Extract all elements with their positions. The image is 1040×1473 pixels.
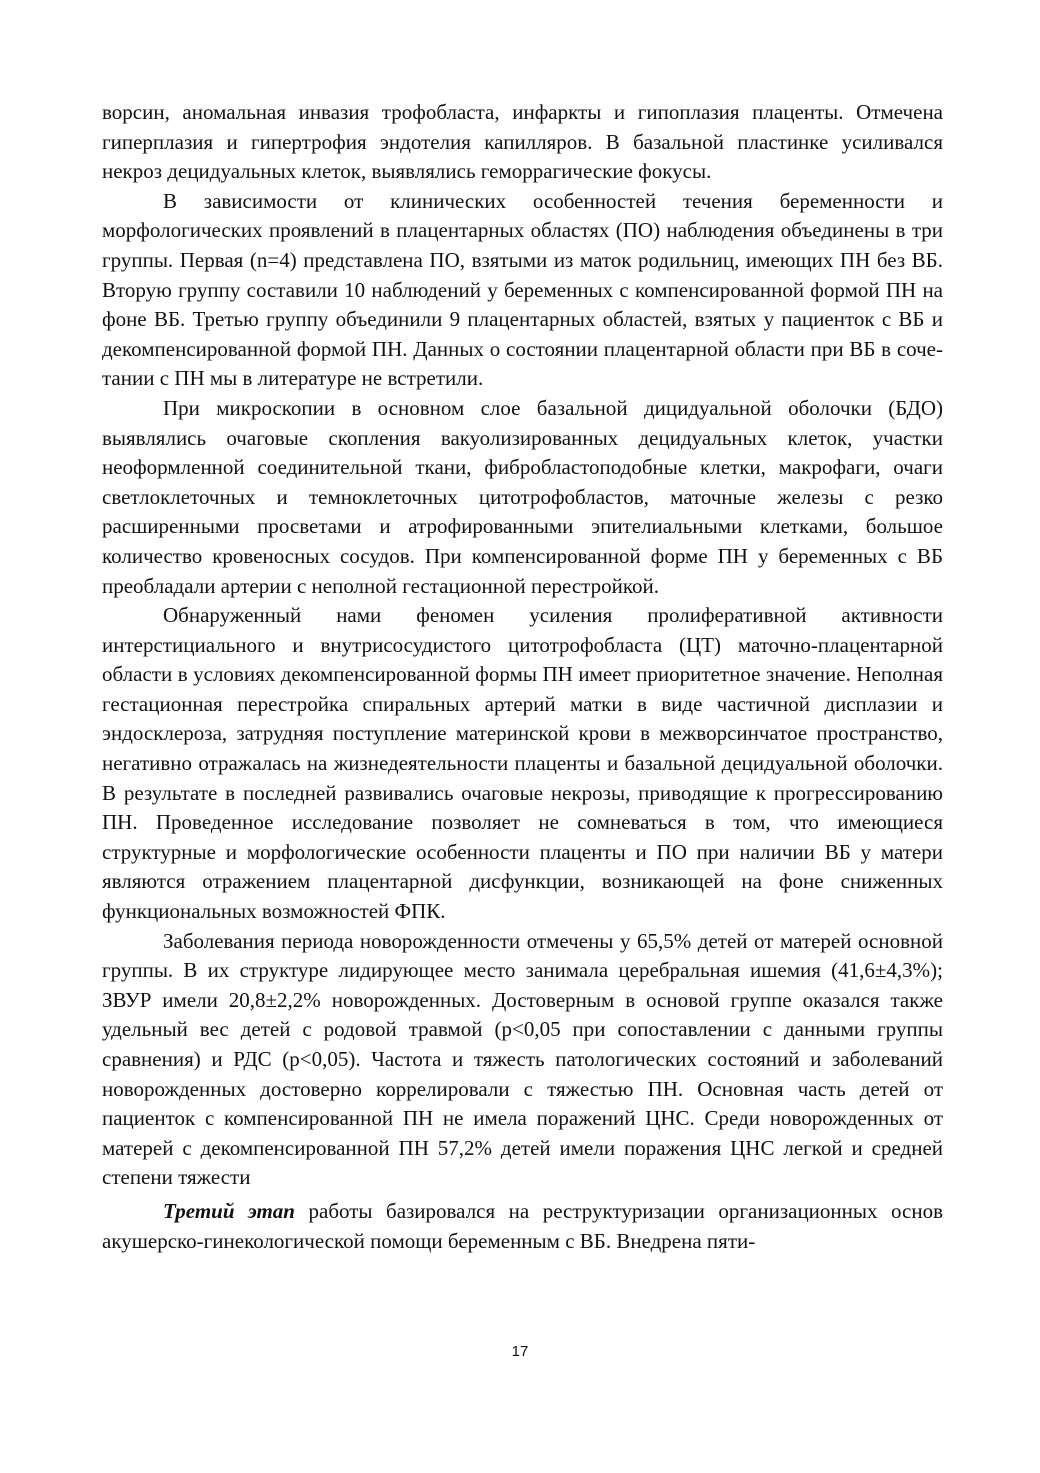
paragraph-2: В зависимости от клинических особенностей течения беременности и морфологических проявлений в плацентарных областях (ПО) наблюдения объединены в три группы. Первая (n=4) представлена ПО, взятыми из маток родильниц, имеющих ПН без ВБ. Вторую группу составили 10 наблюдений у беременных с компенсированной формой ПН на фоне ВБ. Третью группу объединили 9 плацентарных областей, взятых у пациенток с ВБ и декомпенсированной формой ПН. Данных о состоянии плацентарной области при ВБ в сочетании с ПН мы в литературе не встретили. xyxy=(102,188,943,391)
emphasis-phrase: Третий этап xyxy=(163,1198,295,1223)
page-number: 17 xyxy=(511,1343,529,1360)
paragraph-5: Заболевания периода новорожденности отмечены у 65,5% детей от матерей основной группы. В их структуре лидирующее место занимала церебральная ишемия (41,6±4,3%); ЗВУР имели 20,8±2,2% новорожденных. Достоверным в основой группе оказался также удельный вес детей с родовой травмой (р<0,05 при сопоставлении с данными группы сравнения) и РДС (р<0,05). Частота и тяжесть патологических состояний и заболеваний новорожденных достоверно коррелировали с тяжестью ПН. Основная часть детей от пациенток с компенсированной ПН не имела поражений ЦНС. Среди новорожденных от матерей с декомпенсированной ПН 57,2% детей имели поражения ЦНС легкой и средней степени тяжести xyxy=(102,928,943,1190)
document-page xyxy=(102,98,943,1256)
paragraph-6 xyxy=(102,1197,943,1256)
paragraph-6-text: работы базировался на реструктуризации организационных основ акушерско-гинекологической помощи беременным с ВБ. Внедрена пяти- xyxy=(102,1198,943,1253)
paragraph-1: ворсин, аномальная инвазия трофобласта, инфаркты и гипоплазия плаценты. Отмечена гиперплазия и гипертрофия эндотелия капилляров. В базальной пластинке усиливался некроз децидуальных клеток, выявлялись геморрагические фокусы. xyxy=(102,100,943,184)
paragraph-3: При микроскопии в основном слое базальной дицидуальной оболочки (БДО) выявлялись очаговые скопления вакуолизированных децидуальных клеток, участки неоформленной соединительной ткани, фибробластоподобные клетки, макрофаги, очаги светлоклеточных и темноклеточных цитотрофобластов, маточные железы с резко расширенными просветами и атрофированными эпителиальными клетками, большое количество кровеносных сосудов. При компенсированной форме ПН у беременных с ВБ преобладали артерии с неполной гестационной перестройкой. xyxy=(102,395,943,598)
paragraph-4: Обнаруженный нами феномен усиления пролиферативной активности интерстициального и внутрисосудистого цитотрофобласта (ЦТ) маточно-плацентарной области в условиях декомпенсированной формы ПН имеет приоритетное значение. Неполная гестационная перестройка спиральных артерий матки в виде частичной дисплазии и эндосклероза, затрудняя поступление материнской крови в межворсинчатое пространство, негативно отражалась на жизнедеятельности плаценты и базальной децидуальной оболочки. В результате в последней развивались очаговые некрозы, приводящие к прогрессированию ПН. Проведенное исследование позволяет не сомневаться в том, что имеющиеся структурные и морфологические особенности плаценты и ПО при наличии ВБ у матери являются отражением плацентарной дисфункции, возникающей на фоне сниженных функциональных возможностей ФПК. xyxy=(102,603,943,924)
